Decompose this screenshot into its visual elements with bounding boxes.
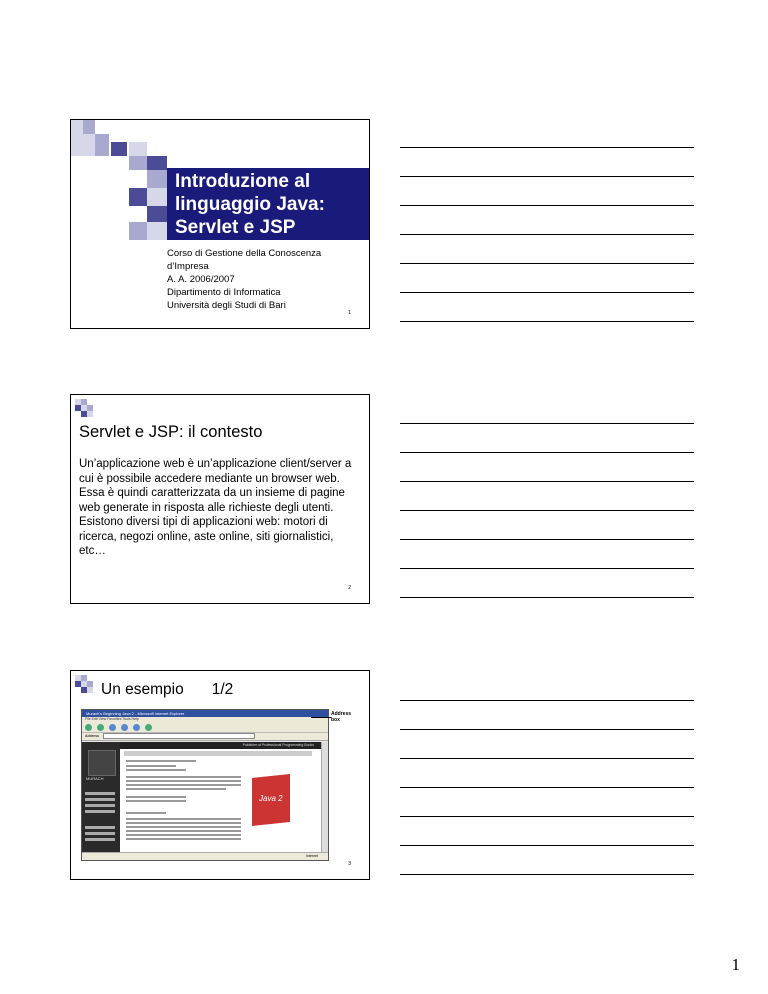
slide-page-number: 2 (348, 585, 351, 591)
subtitle-line: A. A. 2006/2007 (167, 274, 235, 285)
note-line (400, 423, 694, 424)
text-line (126, 822, 241, 824)
nav-link (85, 832, 115, 835)
text-line (126, 765, 176, 767)
menu-bar: File Edit View Favorites Tools Help (82, 717, 328, 722)
text-line (126, 769, 186, 771)
note-line (400, 292, 694, 293)
slide-subtitle (167, 247, 367, 312)
status-bar: Internet (82, 852, 328, 860)
note-line (400, 700, 694, 701)
address-bar (82, 733, 328, 741)
slide-title: Introduzione al linguaggio Java: Servlet e JSP (175, 171, 325, 238)
favorites-icon (145, 724, 152, 731)
page-number: 1 (731, 955, 740, 974)
site-banner: Publisher of Professional Programming Books (120, 742, 328, 749)
decor-square (129, 142, 147, 156)
search-icon (133, 724, 140, 731)
subtitle-line: Università degli Studi di Bari (167, 300, 286, 311)
subtitle-line: d’Impresa (167, 261, 209, 272)
decor-square (147, 206, 167, 222)
nav-link (85, 810, 115, 813)
decor-square (87, 411, 93, 417)
nav-link (85, 792, 115, 795)
note-line (400, 539, 694, 540)
callout-text: box (331, 717, 340, 723)
note-line (400, 234, 694, 235)
callout-pointer (311, 717, 331, 718)
decor-square (147, 222, 167, 240)
decor-square (111, 142, 127, 156)
decor-square (71, 134, 95, 156)
decor-square (147, 156, 167, 170)
text-line (126, 780, 241, 782)
nav-link (85, 838, 115, 841)
nav-link (85, 826, 115, 829)
address-field (103, 733, 255, 739)
refresh-icon (109, 724, 116, 731)
note-line (400, 816, 694, 817)
slide-title-fraction: 1/2 (211, 681, 234, 698)
text-line (126, 826, 241, 828)
book-label: Java 2 (259, 794, 283, 803)
left-nav (82, 742, 120, 853)
slide-2 (70, 394, 370, 604)
note-line (400, 787, 694, 788)
note-line (400, 205, 694, 206)
browser-screenshot (81, 709, 329, 861)
note-line (400, 729, 694, 730)
decor-square (129, 156, 147, 170)
decor-square (129, 222, 147, 240)
decor-square (71, 120, 83, 134)
slide-body-text: Un’applicazione web è un’applicazione client/server a cui è possibile accedere mediante un browser web. Essa è quindi caratterizzata da un insieme di pagine web generate in risposta alle richieste degli utenti. Esistono diversi tipi di applicazioni web: motori di ricerca, negozi online, aste online, siti giornalistici, etc… (79, 458, 352, 557)
slide-title: Servlet e JSP: il contesto (79, 423, 263, 441)
note-line (400, 263, 694, 264)
callout-text: Address (331, 711, 352, 717)
decor-square (87, 687, 93, 693)
slide-title-text: Un esempio (101, 681, 184, 698)
slide-3 (70, 670, 370, 880)
note-line (400, 758, 694, 759)
note-line (400, 481, 694, 482)
window-title: Murach's Beginning Java 2 - Microsoft Internet Explorer (82, 710, 328, 717)
logo-text: MURACH (86, 776, 104, 781)
slide-title (101, 681, 233, 699)
page-content (82, 742, 328, 853)
nav-link (85, 804, 115, 807)
note-line (400, 597, 694, 598)
nav-link (85, 798, 115, 801)
text-line (126, 818, 241, 820)
text-line (126, 838, 241, 840)
scrollbar (321, 742, 328, 853)
note-line (400, 845, 694, 846)
decor-square (95, 134, 109, 156)
back-icon (85, 724, 92, 731)
note-line (400, 176, 694, 177)
slide-page-number: 1 (348, 310, 351, 316)
text-line (126, 800, 186, 802)
text-line (126, 830, 241, 832)
slide-1 (70, 119, 370, 329)
logo-icon (88, 750, 116, 776)
text-line (126, 776, 241, 778)
text-line (126, 796, 186, 798)
text-line (126, 812, 166, 814)
text-line (126, 760, 196, 762)
note-line (400, 321, 694, 322)
text-line (126, 788, 226, 790)
toolbar (82, 722, 328, 733)
text-line (126, 834, 241, 836)
decor-square (147, 188, 167, 206)
note-line (400, 510, 694, 511)
address-label: Address (85, 734, 100, 738)
note-line (400, 874, 694, 875)
forward-icon (97, 724, 104, 731)
note-line (400, 568, 694, 569)
subtitle-line: Corso di Gestione della Conoscenza (167, 248, 322, 259)
text-line (126, 784, 241, 786)
decor-square (147, 170, 167, 188)
subtitle-line: Dipartimento di Informatica (167, 287, 281, 298)
slide-page-number: 3 (348, 861, 351, 867)
decor-square (129, 188, 147, 206)
site-tabs (124, 751, 312, 756)
home-icon (121, 724, 128, 731)
note-line (400, 147, 694, 148)
note-line (400, 452, 694, 453)
address-box-callout (331, 711, 351, 723)
decor-square (83, 120, 95, 134)
